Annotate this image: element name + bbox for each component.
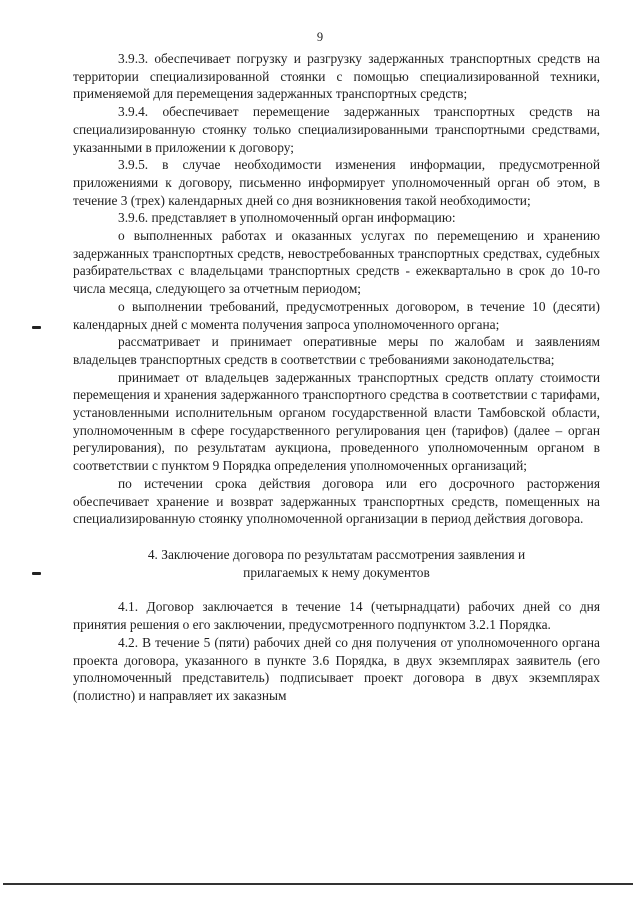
paragraph-4-1: 4.1. Договор заключается в течение 14 (четырнадцати) рабочих дней со дня принятия решения о его заключении, предусмотренного подпунктом 3.2.1 Порядка. [73,599,600,633]
document-body [73,50,600,705]
paragraph-3-9-5: 3.9.5. в случае необходимости изменения информации, предусмотренной приложениями к договору, письменно информирует уполномоченный орган об этом, в течение 3 (трех) календарных дней со дня возникновения такой необходимости; [73,157,600,208]
margin-mark-bottom [32,572,41,575]
paragraph-complaints: рассматривает и принимает оперативные меры по жалобам и заявлениям владельцев транспортных средств в соответствии с требованиями законодательства; [73,334,600,367]
paragraph-4-2: 4.2. В течение 5 (пяти) рабочих дней со дня получения от уполномоченного органа проекта договора, указанного в пункте 3.6 Порядка, в двух экземплярах заявитель (его уполномоченный представитель) подписывает проект договора в двух экземплярах (полистно) и направляет их заказным [73,634,600,703]
paragraph-info-works: о выполненных работах и оказанных услугах по перемещению и хранению задержанных транспортных средств, невостребованных транспортных средствах, судебных разбирательствах с владельцами транспортных средств - ежеквартально в срок до 10-го числа месяца, следующего за отчетным периодом; [73,228,600,297]
paragraph-3-9-3: 3.9.3. обеспечивает погрузку и разгрузку задержанных транспортных средств на территории специализированной стоянки с помощью специализированной техники, применяемой для перемещения задержанных транспортных средств; [73,51,600,102]
paragraph-3-9-4: 3.9.4. обеспечивает перемещение задержанных транспортных средств на специализированную стоянку только специализированными транспортными средствами, указанными в приложении к договору; [73,104,600,155]
section-heading: 4. Заключение договора по результатам рассмотрения заявления и прилагаемых к нему документов [147,546,526,580]
margin-mark-top [32,326,41,329]
footer-rule [3,883,633,885]
page-number: 9 [316,30,324,44]
paragraph-contract-expiry: по истечении срока действия договора или его досрочного расторжения обеспечивает хранение и возврат задержанных транспортных средств, помещенных на специализированную стоянку уполномоченной организации в период действия договора. [73,475,600,527]
paragraph-payment: принимает от владельцев задержанных транспортных средств оплату стоимости перемещения и хранения задержанного транспортного средства в соответствии с тарифами, установленными исполнительным органом государственной власти Тамбовской области, уполномоченным в сфере государственного регулирования цен (тарифов) (далее – орган регулирования), по результатам аукциона, проведенного уполномоченным органом в соответствии с пунктом 9 Порядка определения уполномоченных организаций; [73,369,600,474]
paragraph-3-9-6: 3.9.6. представляет в уполномоченный орган информацию: [118,210,456,226]
paragraph-info-requirements: о выполнении требований, предусмотренных договором, в течение 10 (десяти) календарных дней с момента получения запроса уполномоченного органа; [73,298,600,332]
